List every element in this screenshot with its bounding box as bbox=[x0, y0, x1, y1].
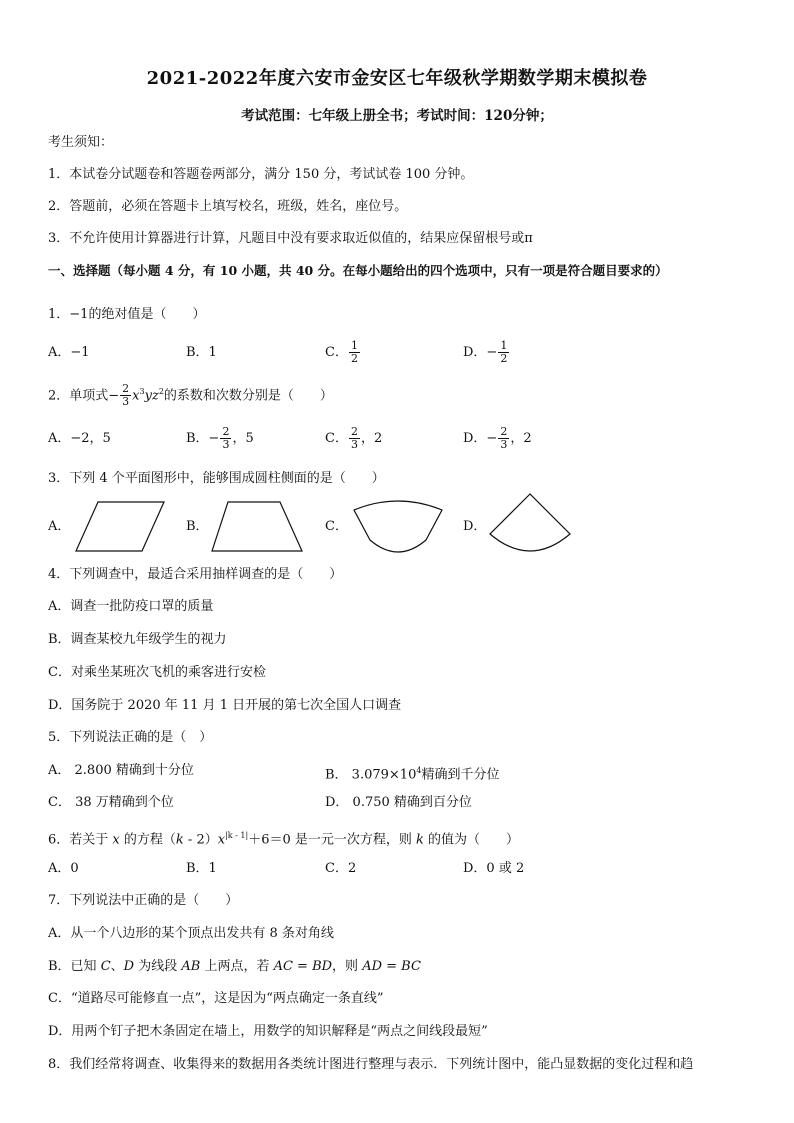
q4-option-a: A．调查一批防疫口罩的质量 bbox=[48, 599, 214, 614]
q1-option-b: B．1 bbox=[186, 345, 217, 360]
q2-exp-z: 2 bbox=[158, 387, 164, 396]
q1-option-d bbox=[463, 340, 510, 365]
q2-b-den: 3 bbox=[222, 438, 230, 451]
q1-c-fraction bbox=[349, 340, 360, 365]
q2-option-d bbox=[463, 426, 532, 451]
q6-exponent: |k - 1| bbox=[225, 831, 249, 840]
q2-option-b bbox=[186, 426, 254, 451]
notice-item-3: 3．不允许使用计算器进行计算，凡题目中没有要求取近似值的，结果应保留根号或π bbox=[48, 231, 533, 246]
annular-sector-figure bbox=[350, 494, 446, 556]
q1-d-den: 2 bbox=[500, 352, 508, 365]
q1-option-c bbox=[325, 340, 361, 365]
q7-b-equation1: AC = BD bbox=[273, 959, 333, 974]
question-2-stem bbox=[48, 383, 333, 408]
q6-option-c: C．2 bbox=[325, 861, 357, 876]
q5-option-a: A． 2.800 精确到十分位 bbox=[48, 763, 194, 778]
section-heading-choice: 一、选择题（每小题 4 分，有 10 小题，共 40 分。在每小题给出的四个选项中，只有一项是符合题目要求的） bbox=[48, 263, 668, 278]
q3-option-d-label: D． bbox=[463, 519, 487, 534]
q2-c-label: C． bbox=[325, 431, 348, 446]
exam-subtitle: 考试范围：七年级上册全书；考试时间：120分钟； bbox=[241, 108, 553, 124]
q7-b-part4: 上两点，若 bbox=[200, 959, 274, 974]
q4-option-d: D．国务院于 2020 年 11 月 1 日开展的第七次全国人口调查 bbox=[48, 698, 402, 713]
q1-d-label: D．− bbox=[463, 345, 498, 360]
q2-option-c bbox=[325, 426, 382, 451]
question-6-stem bbox=[48, 827, 519, 849]
q6-mid3: ＋6＝0 是一元一次方程，则 bbox=[248, 832, 416, 848]
q6-var-k2: k bbox=[416, 832, 424, 848]
q1-c-label: C． bbox=[325, 345, 348, 360]
q1-math: −1 bbox=[69, 307, 89, 322]
trapezoid-figure bbox=[210, 500, 304, 554]
question-8-stem: 8．我们经常将调查、收集得来的数据用各类统计图进行整理与表示．下列统计图中，能凸显数据的变化过程和趋 bbox=[48, 1057, 694, 1072]
q6-suffix: 的值为（ ） bbox=[423, 832, 520, 848]
q7-b-segment-ab: AB bbox=[181, 959, 201, 974]
q2-coef-fraction bbox=[120, 383, 131, 408]
q2-c-den: 3 bbox=[350, 438, 358, 451]
q2-prefix: 2．单项式− bbox=[48, 388, 120, 404]
q1-d-num: 1 bbox=[500, 339, 508, 352]
sector-figure bbox=[488, 492, 572, 556]
q2-coef-den: 3 bbox=[122, 395, 130, 409]
q2-d-den: 3 bbox=[500, 438, 508, 451]
q6-var-x2: x bbox=[217, 832, 226, 848]
q7-option-b bbox=[48, 958, 421, 976]
q6-mid2: - 2） bbox=[183, 832, 218, 848]
q6-option-b: B．1 bbox=[186, 861, 217, 876]
q1-c-den: 2 bbox=[350, 352, 358, 365]
q6-option-d: D．0 或 2 bbox=[463, 861, 525, 876]
q2-suffix: 的系数和次数分别是（ ） bbox=[163, 388, 333, 404]
q2-d-label: D．− bbox=[463, 431, 498, 446]
notice-item-1: 1．本试卷分试题卷和答题卷两部分，满分 150 分，考试试卷 100 分钟。 bbox=[48, 167, 474, 182]
q2-d-fraction bbox=[498, 426, 509, 451]
q2-c-tail: ，2 bbox=[360, 431, 383, 446]
question-1-stem bbox=[48, 306, 205, 324]
q6-var-k: k bbox=[175, 832, 184, 848]
q2-exp-x: 3 bbox=[139, 387, 145, 396]
parallelogram-figure bbox=[74, 500, 166, 554]
q7-b-part3: 为线段 bbox=[134, 959, 182, 974]
q5-option-d: D． 0.750 精确到百分位 bbox=[325, 795, 472, 810]
q5-option-b bbox=[325, 762, 499, 784]
question-7-stem: 7．下列说法中正确的是（ ） bbox=[48, 893, 239, 908]
q5-b-suffix: 精确到千分位 bbox=[421, 767, 500, 783]
q4-option-b: B．调查某校九年级学生的视力 bbox=[48, 632, 227, 647]
question-4-stem: 4．下列调查中，最适合采用抽样调查的是（ ） bbox=[48, 567, 343, 582]
question-3-stem: 3．下列 4 个平面图形中，能够围成圆柱侧面的是（ ） bbox=[48, 471, 385, 486]
q5-b-prefix: B． 3.079×10 bbox=[325, 767, 417, 783]
q3-option-a-label: A． bbox=[48, 519, 71, 534]
q1-number: 1． bbox=[48, 307, 70, 322]
q1-suffix: 的绝对值是（ ） bbox=[88, 307, 206, 322]
q7-b-part1: B．已知 bbox=[48, 959, 101, 974]
q7-option-c: C．“道路尽可能修直一点”，这是因为“两点确定一条直线” bbox=[48, 991, 384, 1006]
q1-c-num: 1 bbox=[350, 339, 358, 352]
q2-var-yz: yz bbox=[144, 388, 159, 404]
q2-d-num: 2 bbox=[500, 425, 508, 438]
q2-b-fraction bbox=[220, 426, 231, 451]
q2-b-tail: ，5 bbox=[232, 431, 254, 446]
q2-coef-num: 2 bbox=[122, 382, 130, 396]
q7-b-point-d: D bbox=[123, 959, 135, 974]
q6-option-a: A．0 bbox=[48, 861, 79, 876]
q2-c-num: 2 bbox=[350, 425, 358, 438]
q1-d-fraction bbox=[498, 340, 509, 365]
q7-option-a: A．从一个八边形的某个顶点出发共有 8 条对角线 bbox=[48, 926, 334, 941]
q6-prefix: 6．若关于 bbox=[48, 832, 113, 848]
q4-option-c: C．对乘坐某班次飞机的乘客进行安检 bbox=[48, 665, 266, 680]
q7-b-equation2: AD = BC bbox=[362, 959, 421, 974]
question-5-stem: 5．下列说法正确的是（ ） bbox=[48, 730, 213, 745]
q7-b-point-c: C bbox=[100, 959, 111, 974]
q7-b-part2: 、 bbox=[110, 959, 124, 974]
notice-item-2: 2．答题前，必须在答题卡上填写校名，班级，姓名，座位号。 bbox=[48, 199, 408, 214]
q7-option-d: D．用两个钉子把木条固定在墙上，用数学的知识解释是“两点之间线段最短” bbox=[48, 1024, 488, 1039]
q5-option-c: C． 38 万精确到个位 bbox=[48, 795, 174, 810]
notice-heading: 考生须知： bbox=[48, 135, 114, 150]
q2-b-label: B．− bbox=[186, 431, 220, 446]
q3-option-b-label: B． bbox=[186, 519, 209, 534]
exam-title: 2021-2022年度六安市金安区七年级秋学期数学期末模拟卷 bbox=[146, 68, 648, 89]
q3-option-c-label: C． bbox=[325, 519, 348, 534]
q5-b-exp: 4 bbox=[416, 766, 422, 775]
q6-var-x: x bbox=[112, 832, 120, 848]
q2-c-fraction bbox=[349, 426, 360, 451]
q2-d-tail: ，2 bbox=[510, 431, 532, 446]
q2-var-x: x bbox=[132, 388, 140, 404]
q2-b-num: 2 bbox=[222, 425, 230, 438]
q2-option-a: A．−2，5 bbox=[48, 431, 111, 446]
q1-option-a: A．−1 bbox=[48, 345, 90, 360]
q7-b-part5: ，则 bbox=[332, 959, 363, 974]
q6-mid: 的方程（ bbox=[119, 832, 176, 848]
